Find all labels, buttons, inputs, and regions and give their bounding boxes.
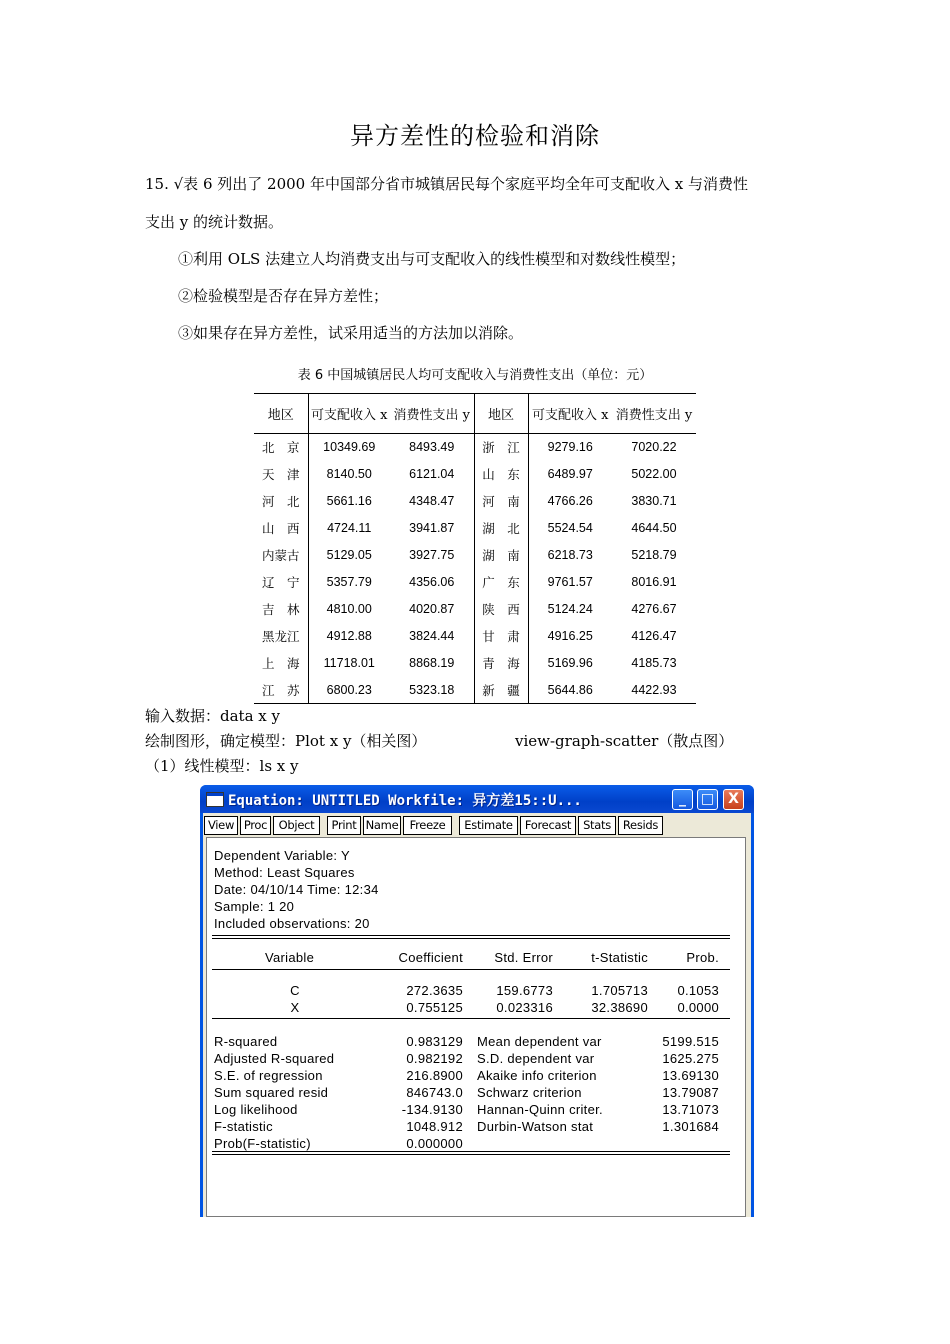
freeze-button[interactable]: Freeze	[403, 816, 452, 835]
consumption-cell: 6121.04	[390, 461, 474, 488]
income-cell: 4724.11	[327, 521, 372, 535]
equation-toolbar	[203, 813, 751, 837]
region-cell: 天 津	[254, 461, 308, 488]
consumption-cell: 4276.67	[631, 602, 677, 616]
stat-value: 846743.0	[406, 1085, 463, 1100]
name-button[interactable]: Name	[363, 816, 401, 835]
coefficient-cell: 0.755125	[406, 1000, 463, 1015]
consumption-cell: 4348.47	[390, 488, 474, 515]
region-cell: 山 西	[254, 515, 308, 542]
stat-label: F-statistic	[214, 1119, 273, 1134]
table-row	[254, 515, 696, 542]
consumption-cell: 3824.44	[390, 623, 474, 650]
window-client	[203, 813, 751, 1217]
income-cell: 9761.57	[547, 575, 593, 589]
table-row	[254, 650, 696, 677]
header-variable: Variable	[265, 950, 315, 965]
prob-cell: 0.0000	[677, 1000, 719, 1015]
income-cell: 4912.88	[326, 629, 372, 643]
consumption-cell: 4185.73	[631, 656, 677, 670]
input-data-line: 输入数据：data x y	[145, 707, 280, 725]
region-cell: 河 北	[254, 488, 308, 515]
header-t-statistic: t-Statistic	[591, 950, 648, 965]
stat-label: Hannan-Quinn criter.	[477, 1102, 603, 1117]
maximize-button[interactable]: □	[697, 789, 718, 810]
consumption-cell: 3927.75	[390, 542, 474, 569]
region-cell: 上 海	[254, 650, 308, 677]
sample-line: Sample: 1 20	[214, 899, 295, 914]
minimize-button[interactable]: _	[672, 789, 693, 810]
header-std-error: Std. Error	[494, 950, 553, 965]
stat-label: Akaike info criterion	[477, 1068, 597, 1083]
income-cell: 10349.69	[323, 440, 376, 455]
income-cell: 6489.97	[547, 467, 593, 481]
consumption-cell: 4126.47	[631, 629, 677, 643]
region-cell: 青 海	[474, 650, 528, 677]
stat-label: S.D. dependent var	[477, 1051, 595, 1066]
income-cell: 6800.23	[308, 677, 390, 704]
region-cell: 辽 宁	[254, 569, 308, 596]
income-cell: 5169.96	[547, 656, 593, 670]
close-button[interactable]: X	[723, 789, 744, 810]
region-cell: 吉 林	[254, 596, 308, 623]
variable-cell: X	[290, 1000, 300, 1015]
region-cell: 江 苏	[254, 677, 308, 704]
income-cell: 5661.16	[326, 494, 372, 508]
region-cell: 北 京	[254, 434, 308, 461]
income-cell: 5357.79	[326, 575, 372, 589]
income-cell: 6218.73	[547, 548, 593, 562]
table-row	[254, 596, 696, 623]
stat-value: 5199.515	[662, 1034, 719, 1049]
t-statistic-cell: 32.38690	[591, 1000, 648, 1015]
stat-value: 0.982192	[406, 1051, 463, 1066]
region-cell: 山 东	[474, 461, 528, 488]
region-cell: 广 东	[474, 569, 528, 596]
income-cell: 4916.25	[547, 629, 593, 643]
region-cell: 湖 南	[474, 542, 528, 569]
consumption-cell: 4020.87	[390, 596, 474, 623]
stat-value: 1625.275	[662, 1051, 719, 1066]
stat-label: S.E. of regression	[214, 1068, 323, 1083]
income-cell: 4810.00	[326, 602, 372, 616]
stat-label: Durbin-Watson stat	[477, 1119, 594, 1134]
problem-line-1: 15. √表 6 列出了 2000 年中国部分省市城镇居民每个家庭平均全年可支配收入 x 与消费性	[145, 175, 748, 193]
table-row	[254, 461, 696, 488]
income-cell: 8140.50	[326, 467, 372, 481]
stat-label: Prob(F-statistic)	[214, 1136, 311, 1151]
stat-value: -134.9130	[401, 1102, 463, 1117]
consumption-cell: 7020.22	[631, 440, 677, 455]
stat-value: 1.301684	[662, 1119, 719, 1134]
forecast-button[interactable]: Forecast	[520, 816, 576, 835]
table-caption: 表 6 中国城镇居民人均可支配收入与消费性支出（单位：元）	[297, 368, 653, 383]
table-row	[254, 623, 696, 650]
divider	[212, 935, 730, 936]
header-prob: Prob.	[686, 950, 719, 965]
std-error-cell: 159.6773	[496, 983, 553, 998]
stat-label: Sum squared resid	[214, 1085, 329, 1100]
income-cell: 5644.86	[528, 677, 612, 704]
table-row	[254, 434, 696, 461]
consumption-cell: 8868.19	[390, 650, 474, 677]
coefficient-cell: 272.3635	[406, 983, 463, 998]
divider	[212, 938, 730, 939]
scatter-line: view-graph-scatter（散点图）	[515, 732, 734, 750]
consumption-cell: 3941.87	[390, 515, 474, 542]
stat-value: 0.000000	[406, 1136, 463, 1151]
page-title: 异方差性的检验和消除	[350, 122, 600, 150]
income-cell: 4766.26	[547, 494, 593, 508]
problem-line-2: 支出 y 的统计数据。	[145, 213, 284, 231]
stat-label: Adjusted R-squared	[214, 1051, 335, 1066]
region-cell: 黑龙江	[254, 623, 308, 650]
income-cell: 9279.16	[547, 440, 593, 455]
divider	[212, 969, 730, 970]
print-button[interactable]: Print	[327, 816, 361, 835]
problem-item-3: ③如果存在异方差性，试采用适当的方法加以消除。	[178, 324, 524, 342]
column-header: 消费性支出 y	[390, 394, 474, 434]
divider	[212, 1018, 730, 1019]
table-row	[254, 569, 696, 596]
t-statistic-cell: 1.705713	[591, 983, 648, 998]
region-cell: 陕 西	[474, 596, 528, 623]
table-row	[254, 542, 696, 569]
header-coefficient: Coefficient	[398, 950, 463, 965]
column-header: 可支配收入 x	[308, 394, 390, 434]
consumption-cell: 5218.79	[631, 548, 677, 562]
column-header: 地区	[474, 394, 528, 434]
equation-window	[200, 785, 754, 1217]
region-cell: 内蒙古	[254, 542, 308, 569]
column-header: 地区	[254, 394, 308, 434]
income-cell: 5129.05	[326, 548, 372, 562]
column-header: 消费性支出 y	[612, 394, 696, 434]
table-row	[254, 677, 696, 704]
income-cell: 5524.54	[547, 521, 593, 535]
prob-cell: 0.1053	[677, 983, 719, 998]
plot-line: 绘制图形，确定模型：Plot x y（相关图）	[145, 732, 427, 750]
stat-value: 13.71073	[662, 1102, 719, 1117]
std-error-cell: 0.023316	[496, 1000, 553, 1015]
region-cell: 湖 北	[474, 515, 528, 542]
income-cell: 11718.01	[323, 656, 375, 670]
problem-item-1: ①利用 OLS 法建立人均消费支出与可支配收入的线性模型和对数线性模型；	[178, 250, 686, 268]
stat-label: Schwarz criterion	[477, 1085, 582, 1100]
proc-button[interactable]: Proc	[240, 816, 271, 835]
stat-value: 13.69130	[662, 1068, 719, 1083]
column-header: 可支配收入 x	[528, 394, 612, 434]
stat-value: 0.983129	[406, 1034, 463, 1049]
divider	[212, 1151, 730, 1152]
consumption-cell: 4356.06	[390, 569, 474, 596]
consumption-cell: 8016.91	[631, 575, 677, 589]
stat-value: 1048.912	[406, 1119, 463, 1134]
table-header-row	[254, 394, 696, 434]
window-title: Equation: UNTITLED Workfile: 异方差15::U...	[228, 793, 582, 809]
stat-label: Log likelihood	[214, 1102, 298, 1117]
method-line: Method: Least Squares	[214, 865, 355, 880]
date-line: Date: 04/10/14 Time: 12:34	[214, 882, 379, 897]
equation-output	[206, 837, 746, 1217]
data-table	[254, 393, 696, 704]
consumption-cell: 5323.18	[390, 677, 474, 704]
view-button[interactable]: View	[204, 816, 238, 835]
table-row	[254, 488, 696, 515]
stat-label: Mean dependent var	[477, 1034, 602, 1049]
problem-item-2: ②检验模型是否存在异方差性；	[178, 287, 389, 305]
stat-label: R-squared	[214, 1034, 278, 1049]
resids-button[interactable]: Resids	[618, 816, 663, 835]
stat-value: 13.79087	[662, 1085, 719, 1100]
window-titlebar[interactable]	[200, 785, 754, 813]
window-app-icon	[206, 792, 224, 807]
income-cell: 5124.24	[547, 602, 593, 616]
linear-model-line: （1）线性模型：ls x y	[145, 757, 299, 775]
consumption-cell: 4644.50	[631, 521, 677, 535]
region-cell: 河 南	[474, 488, 528, 515]
consumption-cell: 3830.71	[631, 494, 677, 508]
estimate-button[interactable]: Estimate	[459, 816, 518, 835]
observations-line: Included observations: 20	[214, 916, 370, 931]
stat-value: 216.8900	[406, 1068, 463, 1083]
region-cell: 甘 肃	[474, 623, 528, 650]
consumption-cell: 5022.00	[631, 467, 677, 481]
consumption-cell: 8493.49	[390, 434, 474, 461]
object-button[interactable]: Object	[273, 816, 320, 835]
region-cell: 新 疆	[474, 677, 528, 704]
consumption-cell: 4422.93	[612, 677, 696, 704]
variable-cell: C	[290, 983, 300, 998]
region-cell: 浙 江	[474, 434, 528, 461]
divider	[212, 1154, 730, 1155]
dependent-variable-line: Dependent Variable: Y	[214, 848, 350, 863]
stats-button[interactable]: Stats	[578, 816, 616, 835]
